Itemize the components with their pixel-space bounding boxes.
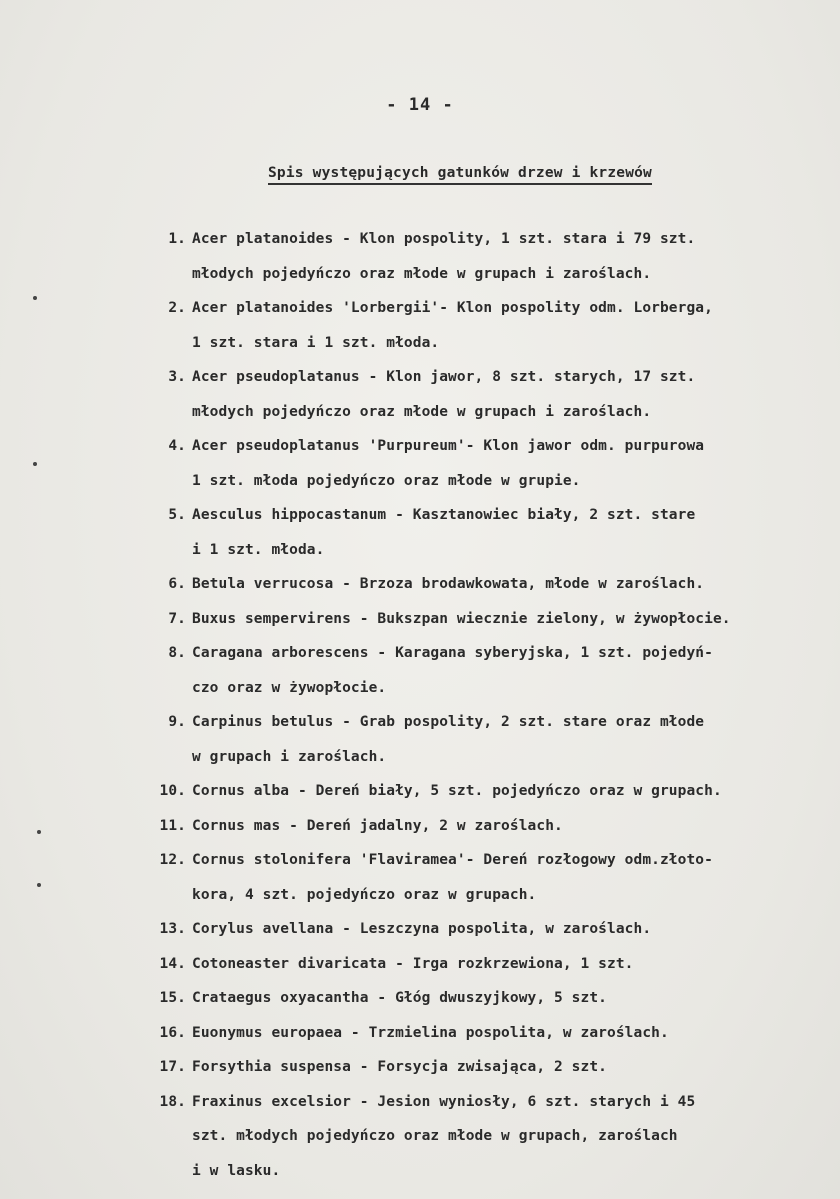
entry-text: Acer pseudoplatanus - Klon jawor, 8 szt. starych, 17 szt. xyxy=(192,369,696,385)
entry-text: Forsythia suspensa - Forsycja zwisająca, 2 szt. xyxy=(192,1059,607,1075)
species-entry xyxy=(152,843,832,878)
entry-text: szt. młodych pojedyńczo oraz młode w grupach, zaroślach xyxy=(192,1128,678,1144)
entry-number xyxy=(152,1154,192,1189)
entry-text: Caragana arborescens - Karagana syberyjska, 1 szt. pojedyń- xyxy=(192,645,713,661)
entry-number: 9. xyxy=(168,714,186,730)
entry-number xyxy=(152,740,192,775)
species-entry-continuation xyxy=(152,1119,832,1154)
entry-number xyxy=(152,395,192,430)
entry-number xyxy=(152,464,192,499)
entry-number: 4. xyxy=(168,438,186,454)
page-title-text: Spis występujących gatunków drzew i krzewów xyxy=(268,165,652,185)
entry-number xyxy=(152,257,192,292)
species-entry xyxy=(152,360,832,395)
species-entry-continuation xyxy=(152,464,832,499)
entry-number xyxy=(152,878,192,913)
species-entry-continuation xyxy=(152,878,832,913)
margin-dot xyxy=(33,296,37,300)
entry-text: Crataegus oxyacantha - Głóg dwuszyjkowy, 5 szt. xyxy=(192,990,607,1006)
entry-number: 6. xyxy=(168,576,186,592)
species-entry xyxy=(152,947,832,982)
entry-text: 1 szt. stara i 1 szt. młoda. xyxy=(192,334,440,351)
entry-text: Acer platanoides - Klon pospolity, 1 szt. stara i 79 szt. xyxy=(192,231,696,247)
margin-dot xyxy=(33,462,37,466)
margin-dot xyxy=(37,830,41,834)
entry-number xyxy=(152,326,192,361)
entry-number: 12. xyxy=(159,852,186,868)
entry-number: 3. xyxy=(168,369,186,385)
entry-number: 1. xyxy=(168,231,186,247)
entry-number: 13. xyxy=(159,921,186,937)
species-entry xyxy=(152,1050,832,1085)
species-entry xyxy=(152,1016,832,1051)
page-title xyxy=(0,165,840,181)
entry-number: 10. xyxy=(159,783,186,799)
species-entry-continuation xyxy=(152,326,832,361)
entry-text: Cornus mas - Dereń jadalny, 2 w zaroślach. xyxy=(192,817,563,834)
species-entry xyxy=(152,912,832,947)
page-number: - 14 - xyxy=(386,95,454,115)
species-entry-continuation xyxy=(152,533,832,568)
entry-text: Carpinus betulus - Grab pospolity, 2 szt. stare oraz młode xyxy=(192,714,705,730)
entry-text: i w lasku. xyxy=(192,1162,281,1179)
entry-text: Betula verrucosa - Brzoza brodawkowata, młode w zaroślach. xyxy=(192,576,705,592)
entry-number: 18. xyxy=(159,1093,186,1110)
species-entry-continuation xyxy=(152,395,832,430)
entry-text: Acer pseudoplatanus 'Purpureum'- Klon jawor odm. purpurowa xyxy=(192,438,705,454)
species-entry xyxy=(152,567,832,602)
species-entry xyxy=(152,222,832,257)
species-entry xyxy=(152,498,832,533)
entry-text: Cornus alba - Dereń biały, 5 szt. pojedyńczo oraz w grupach. xyxy=(192,783,722,799)
species-entry xyxy=(152,774,832,809)
entry-number: 11. xyxy=(159,817,186,834)
entry-text: młodych pojedyńczo oraz młode w grupach i zaroślach. xyxy=(192,403,652,420)
species-entry xyxy=(152,602,832,637)
entry-number xyxy=(152,1119,192,1154)
species-entry xyxy=(152,291,832,326)
entry-text: Cotoneaster divaricata - Irga rozkrzewiona, 1 szt. xyxy=(192,955,634,972)
entry-text: 1 szt. młoda pojedyńczo oraz młode w grupie. xyxy=(192,472,581,489)
entry-number: 8. xyxy=(168,645,186,661)
species-entry xyxy=(152,636,832,671)
entry-text: młodych pojedyńczo oraz młode w grupach i zaroślach. xyxy=(192,265,652,282)
species-entry-continuation xyxy=(152,671,832,706)
species-entry xyxy=(152,1085,832,1120)
margin-dot xyxy=(37,883,41,887)
entry-number: 5. xyxy=(168,507,186,523)
entry-text: czo oraz w żywopłocie. xyxy=(192,679,387,696)
entry-text: Acer platanoides 'Lorbergii'- Klon pospolity odm. Lorberga, xyxy=(192,300,713,316)
entry-number: 2. xyxy=(168,300,186,316)
species-entry xyxy=(152,429,832,464)
entry-text: Buxus sempervirens - Bukszpan wiecznie zielony, w żywopłocie. xyxy=(192,610,731,627)
species-entry-continuation xyxy=(152,740,832,775)
entry-number xyxy=(152,671,192,706)
entry-text: kora, 4 szt. pojedyńczo oraz w grupach. xyxy=(192,886,537,903)
species-entry-continuation xyxy=(152,1154,832,1189)
species-entry xyxy=(152,705,832,740)
entry-number: 14. xyxy=(159,955,186,972)
entry-text: i 1 szt. młoda. xyxy=(192,541,325,558)
entry-text: Fraxinus excelsior - Jesion wyniosły, 6 szt. starych i 45 xyxy=(192,1093,696,1110)
entry-number: 7. xyxy=(168,610,186,627)
entry-text: Euonymus europaea - Trzmielina pospolita, w zaroślach. xyxy=(192,1024,669,1041)
species-list xyxy=(152,222,832,1188)
species-entry xyxy=(152,809,832,844)
entry-number: 15. xyxy=(159,990,186,1006)
entry-number: 16. xyxy=(159,1024,186,1041)
entry-number: 17. xyxy=(159,1059,186,1075)
entry-text: Cornus stolonifera 'Flaviramea'- Dereń rozłogowy odm.złoto- xyxy=(192,852,713,868)
species-entry xyxy=(152,981,832,1016)
entry-text: Corylus avellana - Leszczyna pospolita, w zaroślach. xyxy=(192,921,652,937)
species-entry-continuation xyxy=(152,257,832,292)
entry-text: Aesculus hippocastanum - Kasztanowiec biały, 2 szt. stare xyxy=(192,507,696,523)
entry-text: w grupach i zaroślach. xyxy=(192,748,387,765)
entry-number xyxy=(152,533,192,568)
